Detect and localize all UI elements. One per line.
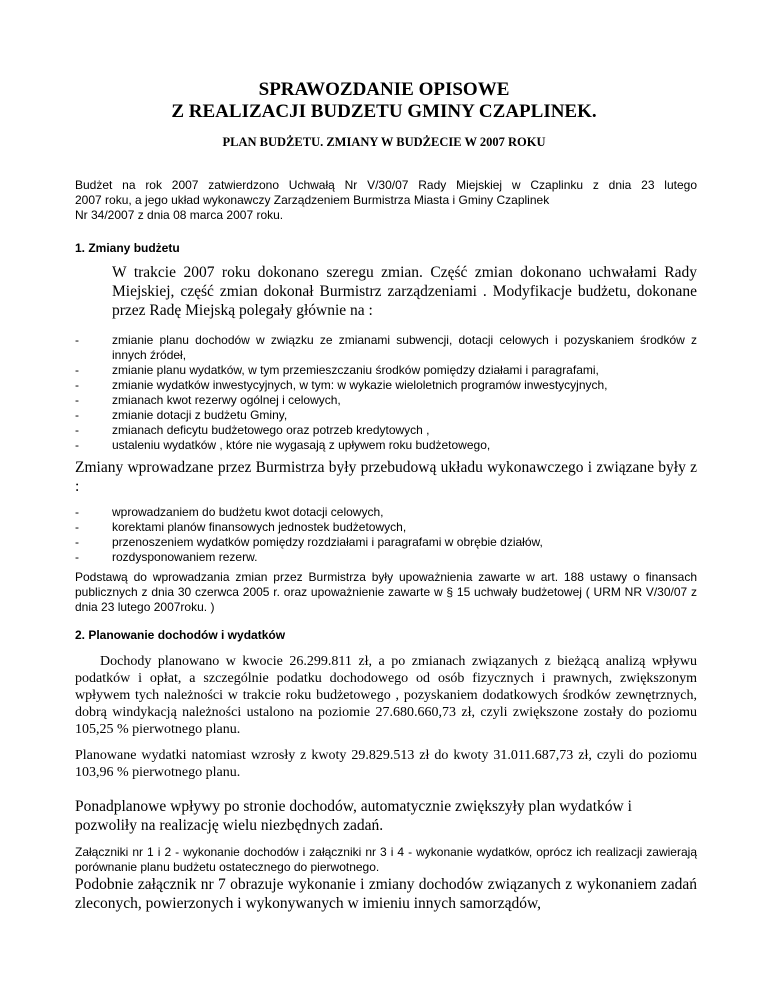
title-line-1: SPRAWOZDANIE OPISOWE bbox=[258, 79, 510, 100]
extra-revenue-paragraph: Ponadplanowe wpływy po stronie dochodów, automatycznie zwiększyły plan wydatków i pozwoliły na realizację wielu niezbędnych zadań. bbox=[75, 798, 632, 834]
expenditure-paragraph: Planowane wydatki natomiast wzrosły z kwoty 29.829.513 zł do kwoty 31.011.687,73 zł, czyli do poziomu 103,96 % pierwotnego planu. bbox=[75, 748, 697, 780]
list-item: - wprowadzaniem do budżetu kwot dotacji celowych, bbox=[75, 505, 384, 519]
intro-paragraph bbox=[75, 178, 697, 223]
intro-line-3: Nr 34/2007 z dnia 08 marca 2007 roku. bbox=[75, 208, 284, 222]
section-1-paragraph: W trakcie 2007 roku dokonano szeregu zmian. Część zmian dokonano uchwałami Rady Miejskiej, część zmian dokonał Burmistrz zarządzeniami . Modyfikacje budżetu, dokonane przez Radę Miejską polegały głównie na : bbox=[112, 264, 697, 319]
list-item: - zmianie planu dochodów w związku ze zmianami subwencji, dotacji celowych i pozyskaniem środków z innych źródeł, bbox=[75, 333, 697, 362]
intro-line-2: 2007 roku, a jego układ wykonawczy Zarządzeniem Burmistrza Miasta i Gminy Czaplinek bbox=[75, 193, 550, 207]
intro-line-1: Budżet na rok 2007 zatwierdzono Uchwałą Nr V/30/07 Rady Miejskiej w Czaplinku z dnia 23 lutego bbox=[75, 178, 697, 192]
mayor-changes-paragraph: Zmiany wprowadzane przez Burmistrza były przebudową układu wykonawczego i związane były z : bbox=[75, 459, 697, 495]
list-item: - zmianie planu wydatków, w tym przemieszczaniu środków pomiędzy działami i paragrafami, bbox=[75, 363, 599, 377]
list-item: - ustaleniu wydatków , które nie wygasają z upływem roku budżetowego, bbox=[75, 438, 491, 452]
list-item: - zmianach deficytu budżetowego oraz potrzeb kredytowych , bbox=[75, 423, 430, 437]
list-item: - przenoszeniem wydatków pomiędzy rozdziałami i paragrafami w obrębie działów, bbox=[75, 535, 543, 549]
list-item: - rozdysponowaniem rezerw. bbox=[75, 550, 258, 564]
attachment-7-paragraph: Podobnie załącznik nr 7 obrazuje wykonanie i zmiany dochodów związanych z wykonaniem zadań zleconych, powierzonych i wykonywanych w imieniu innych samorządów, bbox=[75, 876, 697, 912]
section-2-heading: 2. Planowanie dochodów i wydatków bbox=[75, 628, 286, 642]
title-line-2: Z REALIZACJI BUDZETU GMINY CZAPLINEK. bbox=[171, 101, 597, 122]
section-1-heading: 1. Zmiany budżetu bbox=[75, 241, 180, 255]
revenue-paragraph: Dochody planowano w kwocie 26.299.811 zł, a po zmianach związanych z bieżącą analizą wpływu podatków i opłat, a szczególnie podatku dochodowego od osób fizycznych i prawnych, zwiększonym wpływem tych należności w trakcie roku budżetowego , pozyskaniem dodatkowych środków zewnętrznych, dobrą windykacją należności ustalono na poziomie 27.680.660,73 zł, czyli zwiększone zostały do poziomu 105,25 % pierwotnego planu. bbox=[75, 654, 697, 737]
mayor-changes-list bbox=[75, 505, 697, 565]
legal-basis-paragraph: Podstawą do wprowadzania zmian przez Burmistrza były upoważnienia zawarte w art. 188 ustawy o finansach publicznych z dnia 30 czerwca 2005 r. oraz upoważnienie zawarte w § 15 uchwały budżetowej ( URM NR V/30/07 z dnia 23 lutego 2007roku. ) bbox=[75, 570, 697, 614]
document-subtitle: PLAN BUDŻETU. ZMIANY W BUDŻECIE W 2007 ROKU bbox=[222, 135, 546, 149]
document-title bbox=[0, 79, 768, 123]
attachments-paragraph: Załączniki nr 1 i 2 - wykonanie dochodów i załączniki nr 3 i 4 - wykonanie wydatków, oprócz ich realizacji zawierają porównanie planu budżetu ostatecznego do pierwotnego. bbox=[75, 845, 697, 874]
list-item: - zmianie dotacji z budżetu Gminy, bbox=[75, 408, 288, 422]
modifications-list bbox=[75, 333, 697, 453]
list-item: - korektami planów finansowych jednostek budżetowych, bbox=[75, 520, 407, 534]
list-item: - zmianie wydatków inwestycyjnych, w tym: w wykazie wieloletnich programów inwestycyjnych, bbox=[75, 378, 608, 392]
list-item: - zmianach kwot rezerwy ogólnej i celowych, bbox=[75, 393, 341, 407]
